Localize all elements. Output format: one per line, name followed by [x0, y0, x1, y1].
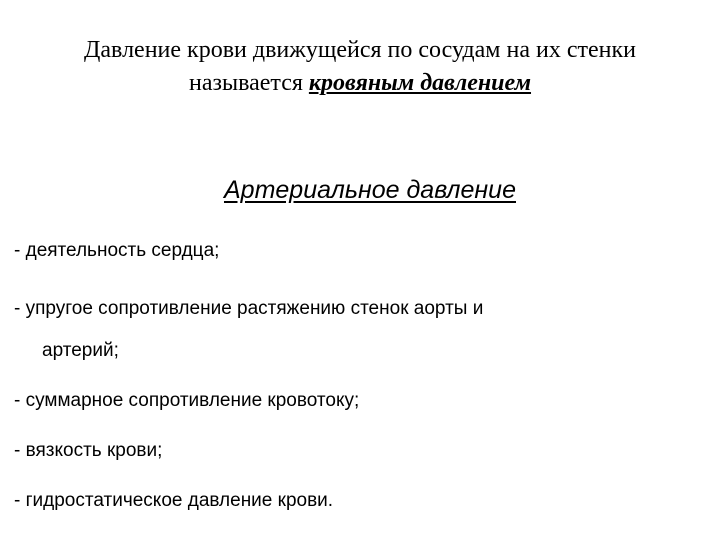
section-heading: Артериальное давление: [223, 176, 516, 204]
factor-total-resistance: - суммарное сопротивление кровотоку;: [14, 390, 360, 411]
factor-heart-activity: - деятельность сердца;: [14, 240, 220, 261]
title-emphasis: кровяным давлением: [308, 70, 532, 96]
factor-hydrostatic-pressure: - гидростатическое давление крови.: [14, 490, 334, 511]
slide-title: [0, 34, 720, 100]
factor-elastic-resistance: - упругое сопротивление растяжению стенок аорты и: [14, 298, 484, 319]
factor-elastic-resistance-cont: артерий;: [42, 340, 119, 361]
title-line-1: Давление крови движущейся по сосудам на их стенки: [84, 37, 636, 63]
title-prefix: называется: [188, 70, 309, 96]
factor-blood-viscosity: - вязкость крови;: [14, 440, 163, 461]
title-line-2: [0, 67, 720, 100]
